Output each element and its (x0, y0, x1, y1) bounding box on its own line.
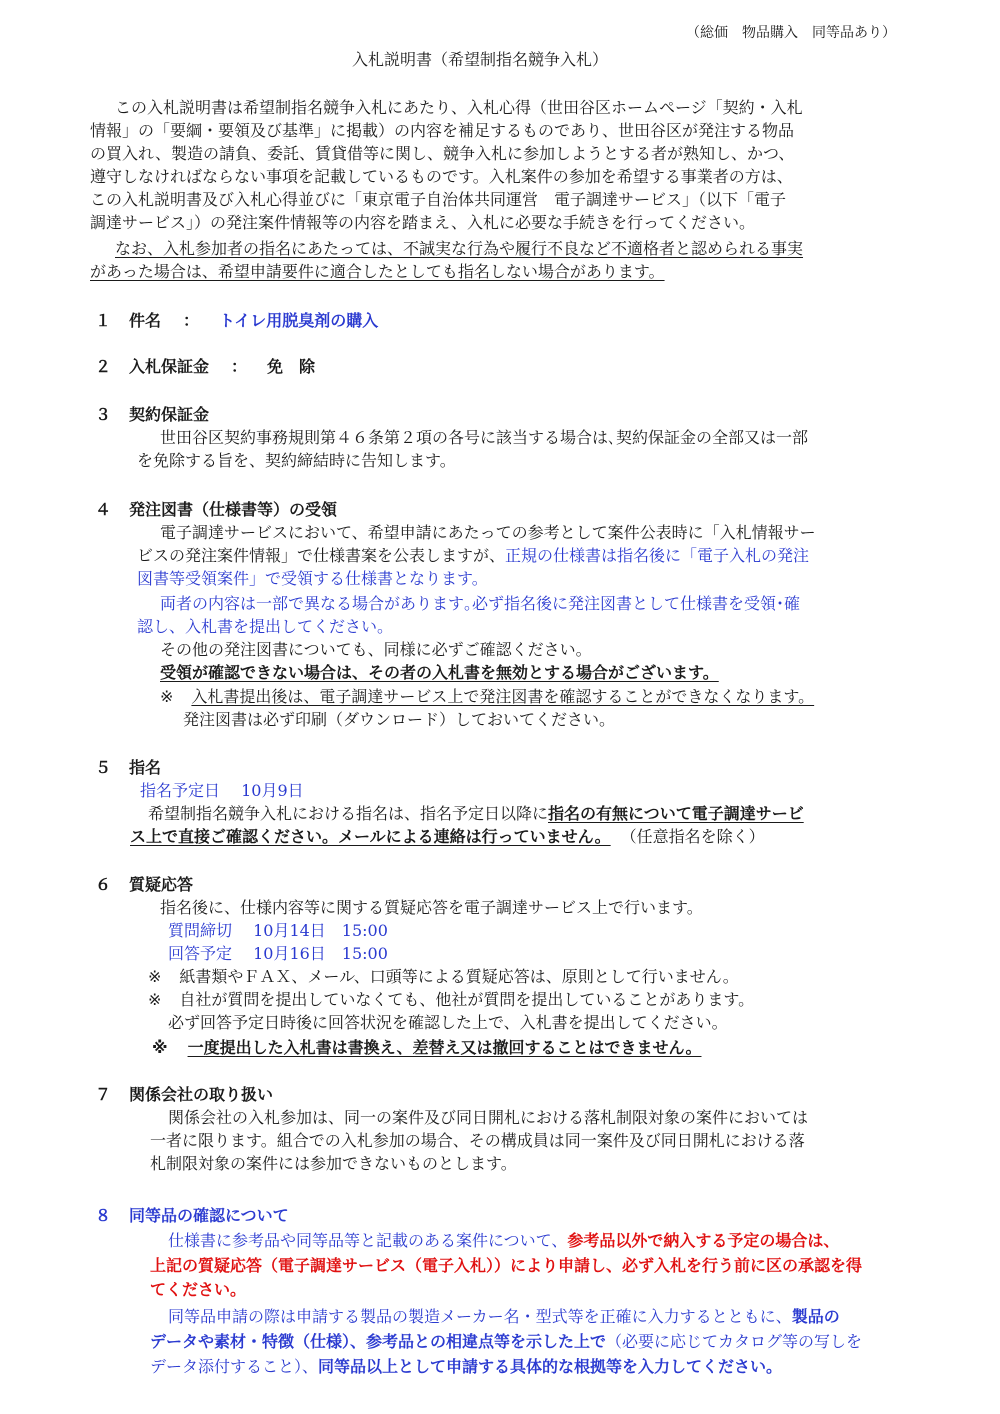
section-8-text: 上記の質疑応答（電子調達サービス（電子入札））により申請し、必ず入札を行う前に区の承認を得 (150, 1256, 863, 1275)
answer-schedule: 回答予定 10月16日 15:00 (168, 944, 388, 963)
section-number: ３ (95, 405, 112, 424)
section-4-note: ※ 入札書提出後は、電子調達サービス上で発注図書を確認することができなくなります。 (160, 687, 815, 706)
intro-line: 遵守しなければならない事項を記載しているものです。入札案件の参加を希望する事業者の方は、 (90, 167, 793, 186)
section-number: ７ (95, 1085, 112, 1104)
note-mark: ※ (152, 1038, 168, 1057)
section-4-heading (95, 499, 337, 521)
section-label: 件名 (129, 311, 162, 330)
note-mark: ※ (148, 990, 162, 1009)
section-3-text: を免除する旨を、契約締結時に告知します。 (137, 451, 456, 470)
section-number: ２ (95, 357, 112, 376)
section-8-heading (95, 1205, 289, 1227)
section-4-warning: 受領が確認できない場合は、その者の入札書を無効とする場合がございます。 (160, 663, 719, 682)
intro-line: 調達サービス」）の発注案件情報等の内容を踏まえ、入札に必要な手続きを行ってください。 (90, 213, 755, 232)
section-7-text: 一者に限ります。組合での入札参加の場合、その構成員は同一案件及び同日開札における落 (150, 1131, 805, 1150)
colon: ： (183, 311, 200, 330)
section-6-warning: ※ 一度提出した入札書は書換え、差替え又は撤回することはできません。 (152, 1038, 702, 1057)
section-4-text: その他の発注図書についても、同様に必ずご確認ください。 (160, 640, 592, 659)
header-note: （総価 物品購入 同等品あり） (686, 25, 896, 41)
section-6-heading (95, 874, 193, 896)
section-8-text: てください。 (150, 1280, 247, 1299)
section-6-note: ※ 紙書類やＦＡＸ、メール、口頭等による質疑応答は、原則として行いません。 (148, 967, 739, 986)
subject-value: トイレ用脱臭剤の購入 (219, 311, 379, 330)
section-4-text: 両者の内容は一部で異なる場合があります｡必ず指名後に発注図書として仕様書を受領･確 (160, 594, 801, 613)
section-8-text: データや素材・特徴（仕様）、参考品との相違点等を示した上で（必要に応じてカタログ等の写しを (150, 1332, 863, 1351)
section-7-text: 札制限対象の案件には参加できないものとします。 (150, 1154, 517, 1173)
section-label: 質疑応答 (129, 875, 194, 894)
intro-line: 情報」の「要綱・要領及び基準」に掲載）の内容を補足するものであり、世田谷区が発注する物品 (90, 121, 795, 140)
section-8-text: 仕様書に参考品や同等品等と記載のある案件について、参考品以外で納入する予定の場合は、 (168, 1231, 840, 1250)
section-4-text: 発注図書は必ず印刷（ダウンロード）しておいてください。 (183, 710, 616, 729)
section-label: 発注図書（仕様書等）の受領 (129, 500, 338, 519)
section-number: １ (95, 311, 112, 330)
section-8-text: 同等品申請の際は申請する製品の製造メーカー名・型式等を正確に入力するとともに、製品の (168, 1307, 840, 1326)
section-1-heading (95, 310, 378, 332)
section-label: 同等品の確認について (129, 1206, 289, 1225)
note-mark: ※ (148, 967, 162, 986)
question-deadline: 質問締切 10月14日 15:00 (168, 921, 388, 940)
section-8-text: データ添付すること）、同等品以上として申請する具体的な根拠等を入力してください。 (150, 1357, 783, 1376)
section-3-text: 世田谷区契約事務規則第４６条第２項の各号に該当する場合は､契約保証金の全部又は一部 (160, 428, 809, 447)
nomination-date: 指名予定日 10月9日 (140, 781, 304, 800)
intro-line: この入札説明書は希望制指名競争入札にあたり、入札心得（世田谷区ホームページ「契約・入札 (115, 98, 803, 117)
section-2-heading (95, 356, 315, 378)
intro-notice-line: があった場合は、希望申請要件に適合したとしても指名しない場合があります。 (90, 262, 665, 281)
section-6-note: ※ 自社が質問を提出していなくても、他社が質問を提出していることがあります。 (148, 990, 755, 1009)
section-4-text: ビスの発注案件情報」で仕様書案を公表しますが、正規の仕様書は指名後に「電子入札の発注 (137, 546, 810, 565)
section-7-text: 関係会社の入札参加は、同一の案件及び同日開札における落札制限対象の案件においては (168, 1108, 809, 1127)
section-label: 入札保証金 (129, 357, 210, 376)
intro-notice-line: なお、入札参加者の指名にあたっては、不誠実な行為や履行不良など不適格者と認められる事実 (115, 239, 804, 258)
section-number: ５ (95, 758, 112, 777)
section-4-text: 図書等受領案件」で受領する仕様書となります。 (137, 569, 488, 588)
section-number: ６ (95, 875, 112, 894)
section-5-text: 希望制指名競争入札における指名は、指名予定日以降に指名の有無について電子調達サービ (148, 804, 804, 823)
bid-bond-value: 免 除 (267, 357, 316, 376)
document-title: 入札説明書（希望制指名競争入札） (352, 50, 609, 69)
section-3-heading (95, 404, 209, 426)
section-number: ８ (95, 1206, 112, 1225)
section-4-text: 電子調達サービスにおいて、希望申請にあたっての参考として案件公表時に「入札情報サー (160, 523, 816, 542)
intro-line: の買入れ、製造の請負、委託、賃貸借等に関し、競争入札に参加しようとする者が熟知し、かつ、 (90, 144, 795, 163)
section-4-text: 認し、入札書を提出してください。 (137, 617, 394, 636)
section-5-heading (95, 757, 161, 779)
section-label: 指名 (129, 758, 162, 777)
section-7-heading (95, 1084, 273, 1106)
section-label: 契約保証金 (129, 405, 210, 424)
section-5-text: ス上で直接ご確認ください。メールによる連絡は行っていません。 （任意指名を除く） (130, 827, 765, 846)
section-6-text: 必ず回答予定日時後に回答状況を確認した上で、入札書を提出してください。 (168, 1013, 728, 1032)
intro-line: この入札説明書及び入札心得並びに「東京電子自治体共同運営 電子調達サービス」（以下「電子 (90, 190, 787, 209)
note-mark: ※ (160, 687, 174, 706)
section-label: 関係会社の取り扱い (129, 1085, 274, 1104)
section-6-text: 指名後に、仕様内容等に関する質疑応答を電子調達サービス上で行います。 (160, 898, 703, 917)
colon: ： (231, 357, 248, 376)
section-number: ４ (95, 500, 112, 519)
